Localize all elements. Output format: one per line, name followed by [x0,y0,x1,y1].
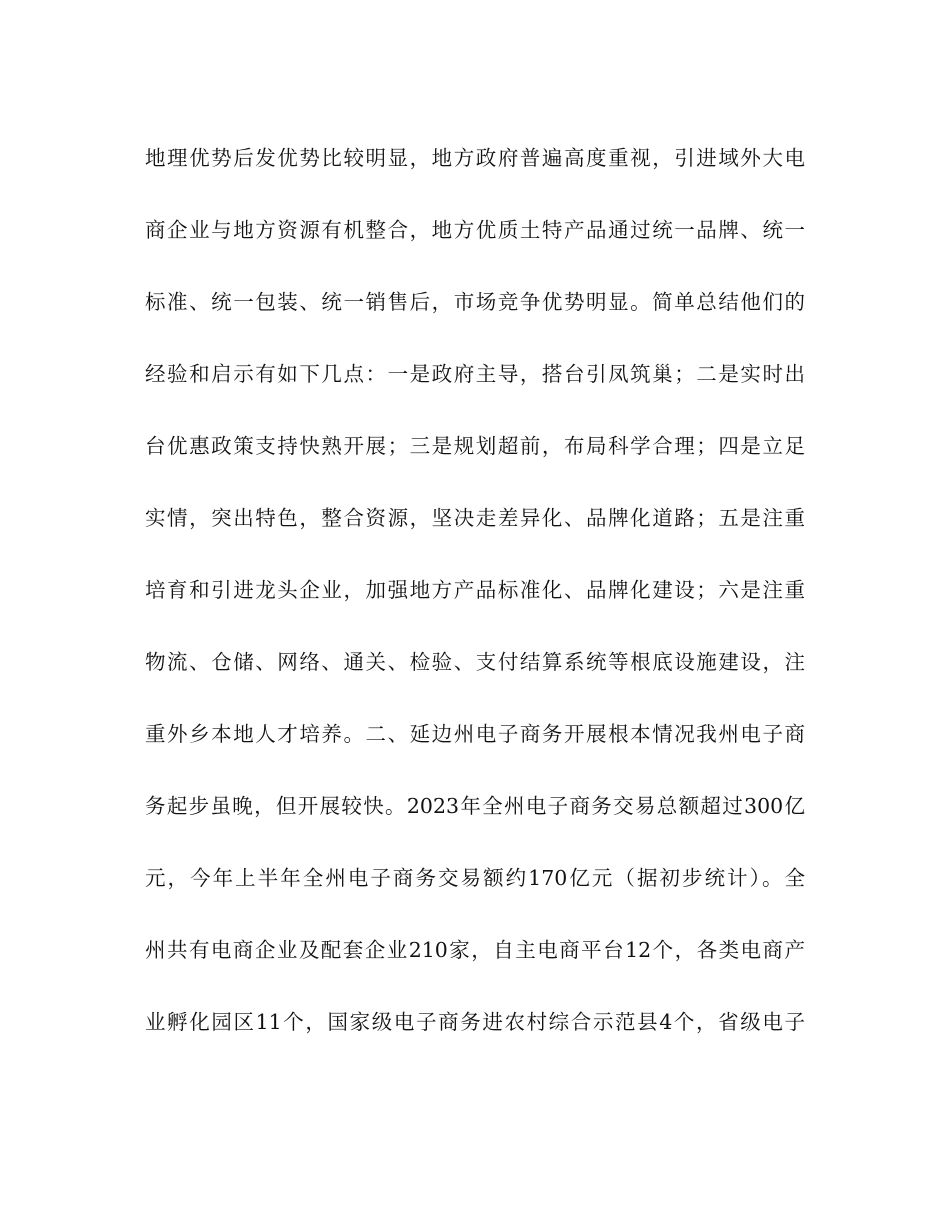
text-line-7: 培育和引进龙头企业，加强地方产品标准化、品牌化建设；六是注重 [145,578,805,602]
text-line-11: 元，今年上半年全州电子商务交易额约170亿元（据初步统计）。全 [145,866,805,890]
text-line-3: 标准、统一包装、统一销售后，市场竞争优势明显。简单总结他们的 [145,290,805,314]
text-line-9: 重外乡本地人才培养。二、延边州电子商务开展根本情况我州电子商 [145,722,805,746]
text-line-12: 州共有电商企业及配套企业210家，自主电商平台12个，各类电商产 [145,938,805,962]
text-line-10: 务起步虽晚，但开展较快。2023年全州电子商务交易总额超过300亿 [145,794,805,818]
text-line-4: 经验和启示有如下几点：一是政府主导，搭台引凤筑巢；二是实时出 [145,362,805,386]
text-line-5: 台优惠政策支持快熟开展；三是规划超前，布局科学合理；四是立足 [145,434,805,458]
text-line-8: 物流、仓储、网络、通关、检验、支付结算系统等根底设施建设，注 [145,650,805,674]
text-line-2: 商企业与地方资源有机整合，地方优质土特产品通过统一品牌、统一 [145,218,805,242]
text-line-6: 实情，突出特色，整合资源，坚决走差异化、品牌化道路；五是注重 [145,506,805,530]
text-line-13: 业孵化园区11个，国家级电子商务进农村综合示范县4个，省级电子 [145,1010,805,1034]
text-line-1: 地理优势后发优势比较明显，地方政府普遍高度重视，引进域外大电 [145,146,805,170]
